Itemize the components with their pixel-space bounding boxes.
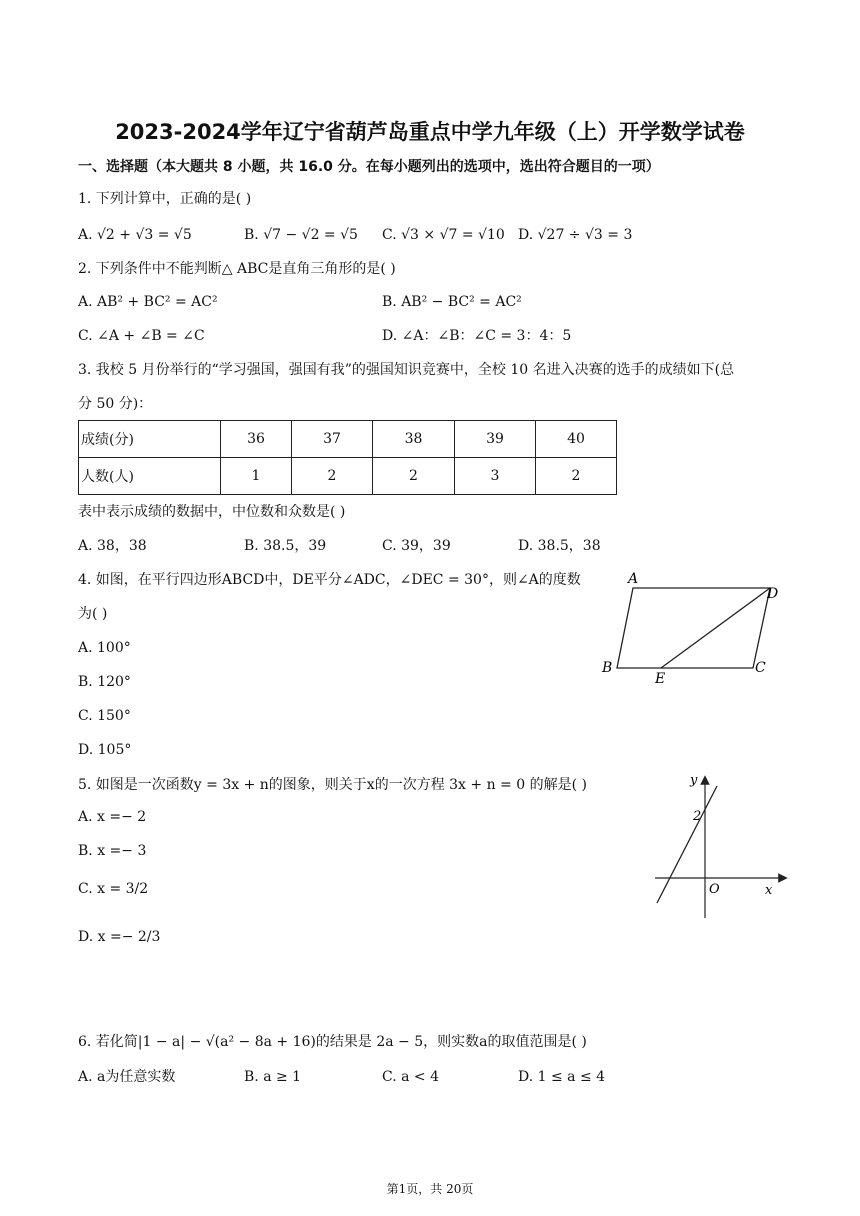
q1-option-d: D. √27 ÷ √3 = 3 [518, 227, 633, 243]
q6-stem: 6. 若化简|1 − a| − √(a² − 8a + 16)的结果是 2a − 5，则实数a的取值范围是( ) [78, 1034, 587, 1050]
q3-question: 表中表示成绩的数据中，中位数和众数是( ) [78, 504, 346, 520]
q3-stem-line2: 分 50 分)： [78, 396, 153, 412]
q1-option-c: C. √3 × √7 = √10 [382, 227, 505, 243]
segment-de [661, 588, 770, 668]
table-cell: 38 [373, 421, 455, 458]
table-cell: 2 [536, 458, 617, 495]
q4-option-c: C. 150° [78, 708, 131, 724]
q1-stem: 1. 下列计算中，正确的是( ) [78, 191, 252, 207]
q5-option-c: C. x = 3/2 [78, 881, 149, 897]
q6-option-c: C. a < 4 [382, 1069, 439, 1085]
q5-option-b: B. x =− 3 [78, 843, 147, 859]
table-cell: 37 [292, 421, 373, 458]
label-o: O [709, 882, 720, 897]
label-2: 2 [693, 809, 702, 824]
table-header-count: 人数(人) [79, 458, 221, 495]
table-cell: 2 [292, 458, 373, 495]
label-x: x [765, 883, 773, 898]
q3-option-c: C. 39，39 [382, 538, 451, 554]
q2-option-a: A. AB² + BC² = AC² [78, 294, 218, 310]
q3-option-a: A. 38，38 [78, 538, 147, 554]
q3-option-d: D. 38.5，38 [518, 538, 601, 554]
label-c: C [755, 660, 766, 676]
parallelogram-figure [595, 568, 795, 688]
q3-option-b: B. 38.5，39 [244, 538, 327, 554]
table-cell: 36 [221, 421, 292, 458]
q1-option-b: B. √7 − √2 = √5 [244, 227, 358, 243]
label-e: E [655, 671, 666, 687]
label-a: A [628, 571, 639, 587]
q5-stem: 5. 如图是一次函数y = 3x + n的图象，则关于x的一次方程 3x + n = 0 的解是( ) [78, 777, 587, 793]
q2-option-d: D. ∠A：∠B：∠C = 3：4：5 [382, 328, 572, 344]
label-d: D [767, 586, 779, 602]
q4-option-a: A. 100° [78, 640, 131, 656]
q6-option-b: B. a ≥ 1 [244, 1069, 302, 1085]
function-line [657, 786, 717, 903]
label-y: y [690, 773, 698, 788]
table-cell: 3 [455, 458, 536, 495]
score-table [78, 420, 617, 495]
q6-option-a: A. a为任意实数 [78, 1069, 176, 1085]
q4-stem-line1: 4. 如图，在平行四边形ABCD中，DE平分∠ADC，∠DEC = 30°，则∠A的度数 [78, 572, 581, 588]
table-cell: 39 [455, 421, 536, 458]
parallelogram-abcd [617, 588, 770, 668]
q2-stem: 2. 下列条件中不能判断△ ABC是直角三角形的是( ) [78, 261, 396, 277]
q3-stem-line1: 3. 我校 5 月份举行的“学习强国，强国有我”的强国知识竞赛中，全校 10 名进入决赛的选手的成绩如下(总 [78, 362, 735, 378]
q1-option-a: A. √2 + √3 = √5 [78, 227, 192, 243]
table-cell: 2 [373, 458, 455, 495]
table-cell: 40 [536, 421, 617, 458]
q6-option-d: D. 1 ≤ a ≤ 4 [518, 1069, 606, 1085]
label-b: B [602, 660, 613, 676]
q4-option-b: B. 120° [78, 674, 131, 690]
q5-option-a: A. x =− 2 [78, 809, 147, 825]
linear-function-graph [645, 768, 795, 923]
q2-option-b: B. AB² − BC² = AC² [382, 294, 522, 310]
table-cell: 1 [221, 458, 292, 495]
table-row [79, 458, 617, 495]
section-heading: 一、选择题（本大题共 8 小题，共 16.0 分。在每小题列出的选项中，选出符合题目的一项） [78, 159, 660, 175]
q5-option-d: D. x =− 2/3 [78, 929, 161, 945]
page-footer: 第1页，共 20页 [386, 1182, 474, 1196]
table-header-score: 成绩(分) [79, 421, 221, 458]
exam-title: 2023-2024学年辽宁省葫芦岛重点中学九年级（上）开学数学试卷 [115, 120, 745, 144]
table-row [79, 421, 617, 458]
q4-stem-line2: 为( ) [78, 606, 108, 622]
q2-option-c: C. ∠A + ∠B = ∠C [78, 328, 205, 344]
q4-option-d: D. 105° [78, 742, 132, 758]
